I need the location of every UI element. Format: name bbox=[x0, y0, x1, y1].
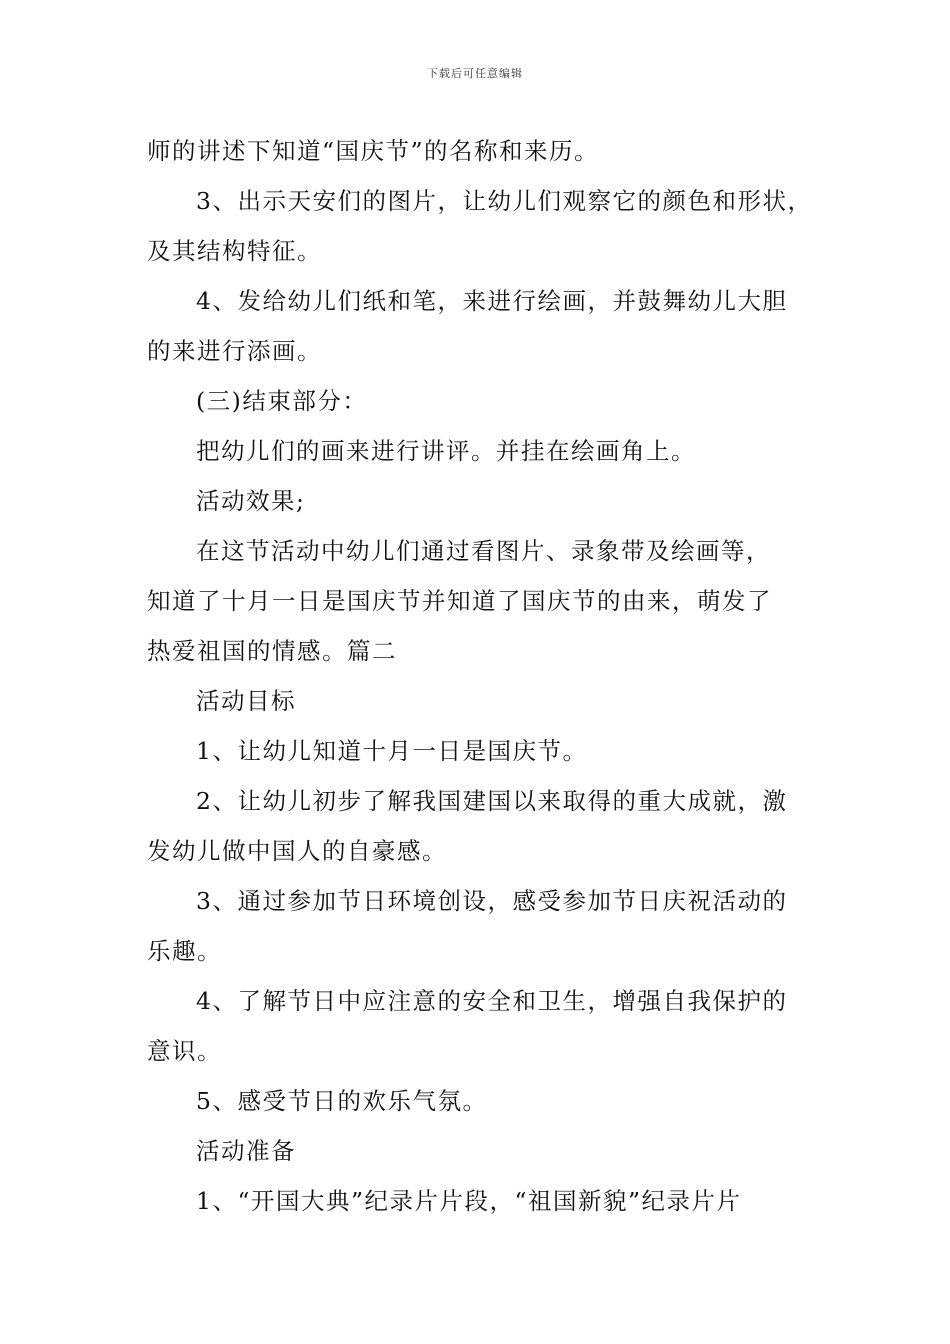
text-line: 3、通过参加节日环境创设，感受参加节日庆祝活动的 bbox=[196, 887, 788, 915]
text-line: 的来进行添画。 bbox=[147, 337, 322, 365]
text-line: 5、感受节日的欢乐气氛。 bbox=[196, 1087, 488, 1115]
text-line: 活动准备 bbox=[196, 1137, 296, 1165]
text-line: 发幼儿做中国人的自豪感。 bbox=[147, 837, 447, 865]
text-line: 热爱祖国的情感。篇二 bbox=[147, 637, 397, 665]
text-line: 活动目标 bbox=[196, 687, 296, 715]
text-line: 活动效果; bbox=[196, 487, 306, 515]
text-line: 知道了十月一日是国庆节并知道了国庆节的由来，萌发了 bbox=[147, 587, 772, 615]
document-body bbox=[147, 126, 813, 1226]
text-line: 3、出示天安们的图片，让幼儿们观察它的颜色和形状， bbox=[196, 187, 813, 215]
text-line: 及其结构特征。 bbox=[147, 237, 322, 265]
text-line: 师的讲述下知道“国庆节”的名称和来历。 bbox=[147, 137, 600, 165]
page-header: 下载后可任意编辑 bbox=[427, 67, 523, 80]
text-line: 乐趣。 bbox=[147, 937, 222, 965]
text-line: 4、了解节日中应注意的安全和卫生，增强自我保护的 bbox=[196, 987, 788, 1015]
text-line: 1、“开国大典”纪录片片段，“祖国新貌”纪录片片 bbox=[196, 1187, 742, 1215]
text-line: 意识。 bbox=[147, 1037, 222, 1065]
text-line: 4、发给幼儿们纸和笔，来进行绘画，并鼓舞幼儿大胆 bbox=[196, 287, 788, 315]
text-line: 2、让幼儿初步了解我国建国以来取得的重大成就，激 bbox=[196, 787, 788, 815]
text-line: 1、让幼儿知道十月一日是国庆节。 bbox=[196, 737, 588, 765]
text-line: (三)结束部分： bbox=[196, 387, 368, 415]
text-line: 把幼儿们的画来进行讲评。并挂在绘画角上。 bbox=[196, 437, 696, 465]
text-line: 在这节活动中幼儿们通过看图片、录象带及绘画等， bbox=[196, 537, 771, 565]
